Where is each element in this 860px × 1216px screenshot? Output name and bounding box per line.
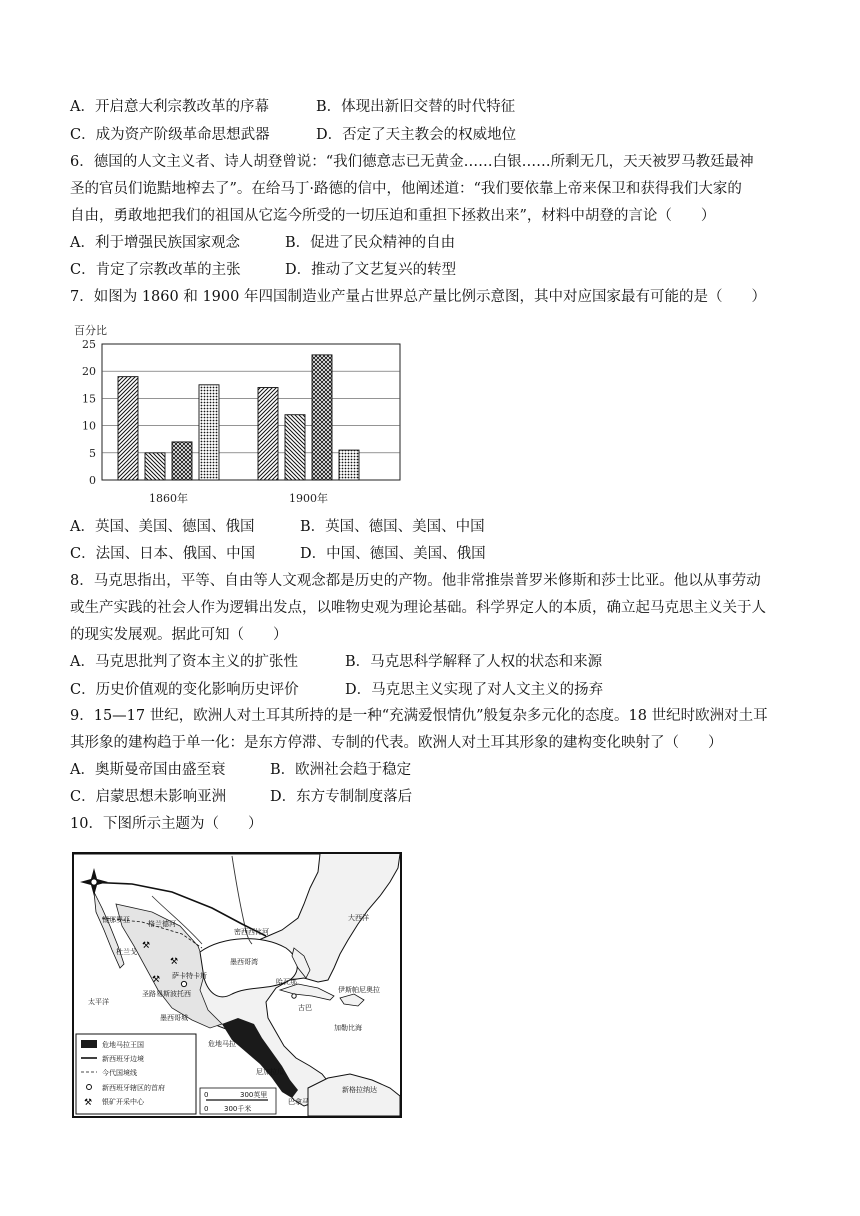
- bar-1-3: [339, 450, 359, 480]
- q8-option-c: C．历史价值观的变化影响历史评价: [70, 682, 299, 698]
- bar-0-1: [145, 453, 165, 480]
- q7-option-d: D．中国、德国、美国、俄国: [300, 546, 486, 562]
- map-label-sinaloa: 锡那罗亚: [102, 916, 130, 924]
- manufacturing-share-chart: [68, 308, 418, 516]
- map-label-gulf: 墨西哥湾: [230, 958, 258, 966]
- mine-center-icon: ⚒: [170, 957, 179, 967]
- q8-stem-line1: 8．马克思指出，平等、自由等人文观念都是历史的产物。他非常推崇普罗米修斯和莎士比亚。他以从事劳动: [70, 573, 761, 589]
- q7-stem-line1: 7．如图为 1860 和 1900 年四国制造业产量占世界总产量比例示意图，其中对应国家最有可能的是（ ）: [70, 289, 766, 305]
- map-label-mississippi: 密西西比河: [234, 928, 269, 936]
- map-label-hispaniola: 伊斯帕尼奥拉: [338, 986, 380, 994]
- q6-option-d: D．推动了文艺复兴的转型: [285, 262, 457, 278]
- q7-option-a: A．英国、美国、德国、俄国: [70, 519, 255, 535]
- map-label-mexico-city: 墨西哥城: [160, 1014, 188, 1022]
- q5-option-c: C．成为资产阶级革命思想武器: [70, 127, 270, 143]
- bar-0-3: [199, 385, 219, 480]
- map-label-guatemala: 危地马拉: [208, 1040, 236, 1048]
- new-spain-map: [72, 852, 402, 1118]
- scale-zero-miles: 0: [204, 1091, 209, 1099]
- capital-marker-icon: [292, 994, 296, 998]
- q9-option-c: C．启蒙思想未影响亚洲: [70, 789, 227, 805]
- mine-center-icon: ⚒: [142, 941, 151, 951]
- q9-stem-line2: 其形象的建构趋于单一化：是东方停滞、专制的代表。欧洲人对土耳其形象的建构变化映射了（ ）: [70, 735, 723, 751]
- q9-option-b: B．欧洲社会趋于稳定: [270, 762, 412, 778]
- map-label-new-granada: 新格拉纳达: [342, 1086, 377, 1094]
- q9-option-d: D．东方专制制度落后: [270, 789, 413, 805]
- y-tick-label: 5: [89, 446, 96, 460]
- map-label-chihuahua: 杜兰戈: [116, 948, 137, 956]
- q10-stem-line1: 10．下图所示主题为（ ）: [70, 816, 263, 832]
- map-label-atlantic: 大西洋: [348, 914, 369, 922]
- scale-miles: 300英里: [240, 1091, 268, 1099]
- y-axis-label: 百分比: [74, 324, 107, 337]
- map-label-pacific: 太平洋: [88, 998, 109, 1006]
- map-legend: [76, 1034, 196, 1114]
- capital-marker-icon: [181, 981, 186, 986]
- y-tick-label: 10: [82, 419, 96, 433]
- map-label-zacatecas: 萨卡特卡斯: [172, 972, 207, 980]
- q8-option-d: D．马克思主义实现了对人文主义的扬弃: [345, 682, 604, 698]
- q6-stem-line3: 自由，勇敢地把我们的祖国从它迄今所受的一切压迫和重担下拯救出来”，材料中胡登的言论（ ）: [70, 208, 716, 224]
- q6-option-c: C．肯定了宗教改革的主张: [70, 262, 241, 278]
- y-tick-label: 15: [82, 392, 96, 406]
- x-tick-label: 1860年: [149, 492, 188, 505]
- y-tick-label: 0: [89, 474, 96, 487]
- legend-mine: 银矿开采中心: [102, 1098, 144, 1106]
- map-label-potosi: 圣路易斯波托西: [142, 990, 191, 998]
- q8-stem-line2: 或生产实践的社会人作为逻辑出发点，以唯物史观为理论基础。科学界定人的本质，确立起马克思主义关于人: [70, 600, 766, 616]
- bar-1-0: [258, 388, 278, 480]
- legend-border: 新西班牙边境: [102, 1055, 144, 1063]
- q6-option-b: B．促进了民众精神的自由: [285, 235, 456, 251]
- y-tick-label: 20: [82, 365, 96, 379]
- map-label-nicaragua: 尼加拉瓜: [256, 1068, 284, 1076]
- map-label-caribbean: 加勒比海: [334, 1024, 362, 1032]
- map-label-cuba: 古巴: [298, 1004, 312, 1012]
- x-tick-label: 1900年: [289, 492, 328, 505]
- q8-option-b: B．马克思科学解释了人权的状态和来源: [345, 654, 603, 670]
- q6-stem-line2: 圣的官员们诡黠地榨去了”。在给马丁·路德的信中，他阐述道：“我们要依靠上帝来保卫和获得我们大家的: [70, 181, 742, 197]
- mine-center-icon: ⚒: [152, 975, 161, 985]
- q7-option-b: B．英国、德国、美国、中国: [300, 519, 485, 535]
- q5-option-a: A．开启意大利宗教改革的序幕: [70, 99, 269, 115]
- legend-capital: 新西班牙辖区的首府: [102, 1084, 165, 1092]
- q6-stem-line1: 6．德国的人文主义者、诗人胡登曾说：“我们德意志已无黄金……白银……所剩无几，天天被罗马教廷最神: [70, 154, 754, 170]
- bar-0-2: [172, 442, 192, 480]
- bar-1-1: [285, 415, 305, 480]
- q8-stem-line3: 的现实发展观。据此可知（ ）: [70, 627, 288, 643]
- map-label-panama: 巴拿马: [288, 1098, 309, 1106]
- map-label-havana: 哈瓦那: [276, 978, 297, 986]
- map-label-rio-grande: 格兰德河: [148, 920, 176, 928]
- scale-zero-km: 0: [204, 1105, 209, 1113]
- legend-guatemala: 危地马拉王国: [102, 1041, 144, 1049]
- q7-option-c: C．法国、日本、俄国、中国: [70, 546, 256, 562]
- bar-0-0: [118, 377, 138, 480]
- q9-option-a: A．奥斯曼帝国由盛至衰: [70, 762, 226, 778]
- scale-km: 300千米: [224, 1105, 252, 1113]
- legend-modern-border: 今代国境线: [102, 1069, 137, 1077]
- bar-1-2: [312, 355, 332, 480]
- q8-option-a: A．马克思批判了资本主义的扩张性: [70, 654, 298, 670]
- q5-option-d: D．否定了天主教会的权威地位: [316, 127, 517, 143]
- map-scale-bar: [200, 1088, 276, 1114]
- y-tick-label: 25: [82, 338, 96, 351]
- legend-mine-icon: ⚒: [84, 1098, 93, 1108]
- q6-option-a: A．利于增强民族国家观念: [70, 235, 240, 251]
- q9-stem-line1: 9．15—17 世纪，欧洲人对土耳其所持的是一种“充满爱恨情仇”般复杂多元化的态度。18 世纪时欧洲对土耳: [70, 708, 768, 724]
- q5-option-b: B．体现出新旧交替的时代特征: [316, 99, 516, 115]
